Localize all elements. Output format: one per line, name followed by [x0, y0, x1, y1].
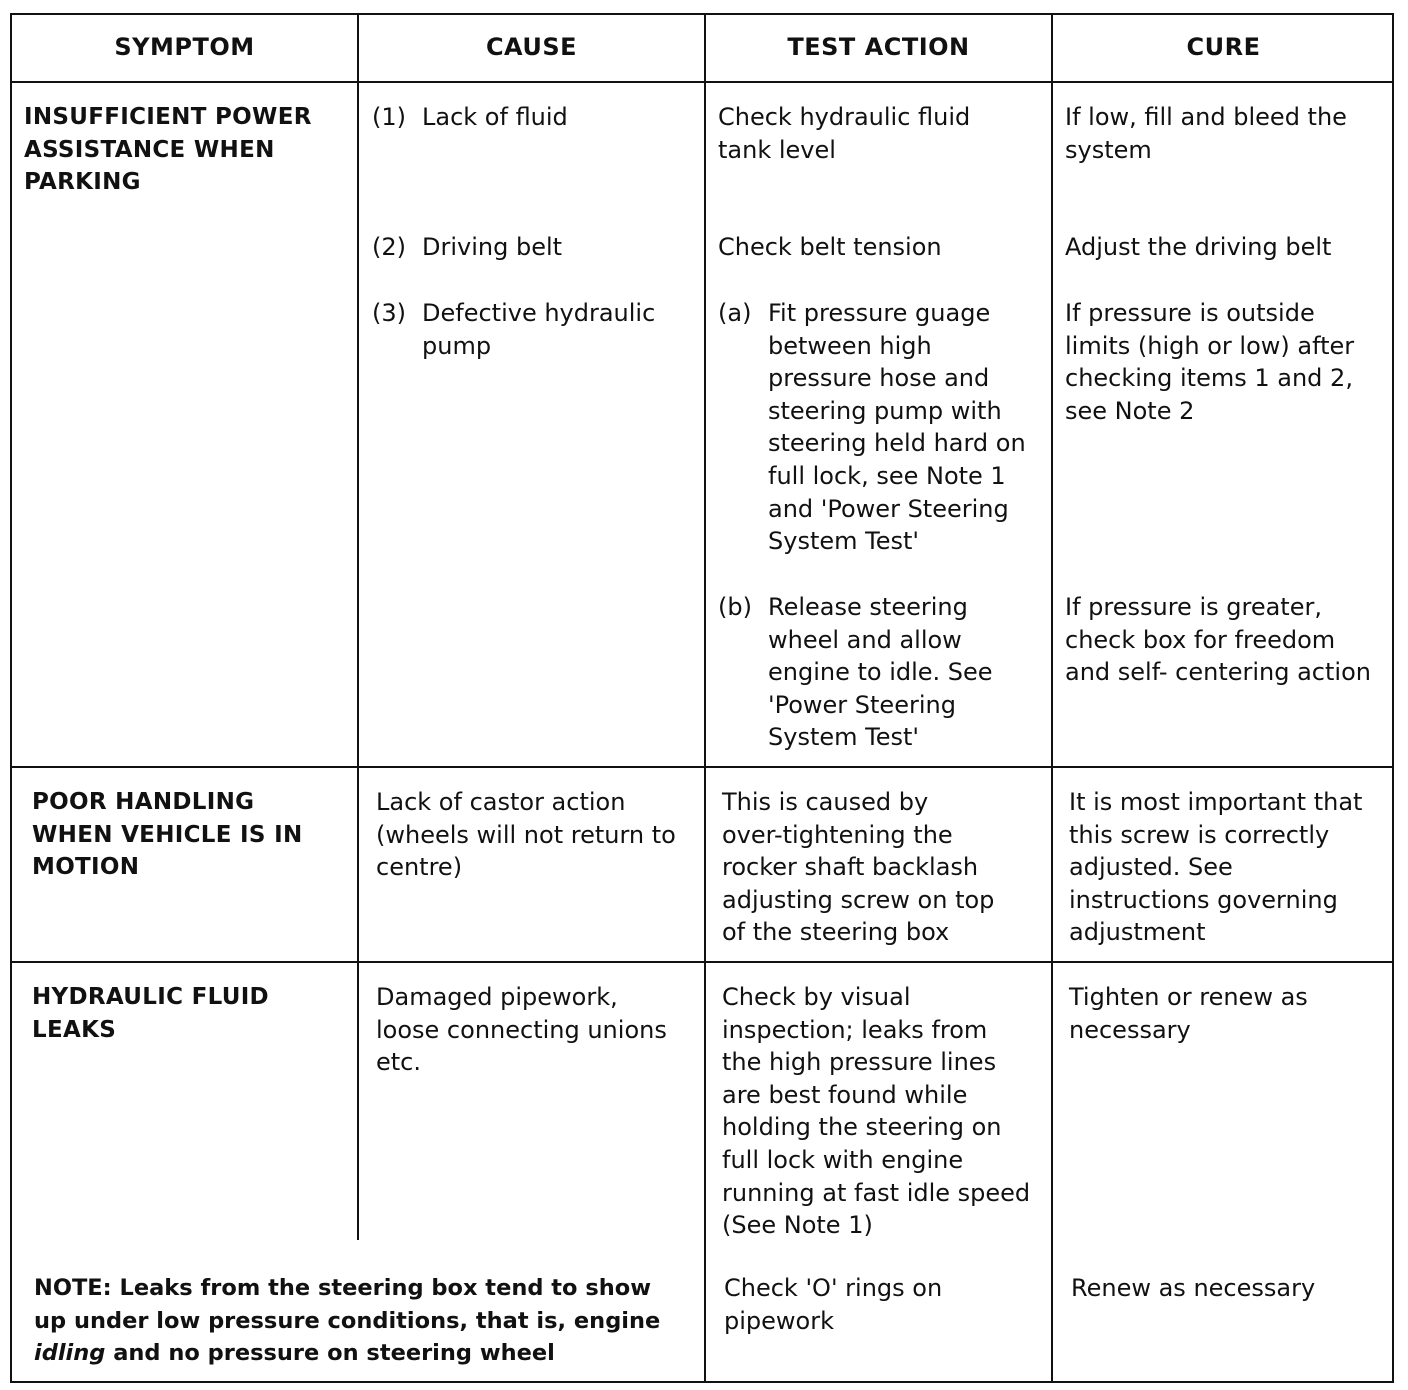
- leak-note: NOTE: Leaks from the steering box tend to show up under low pressure conditions, that is, engine idling and no pressure on steering wheel: [34, 1275, 661, 1367]
- row1-test-3a: (a) Fit pressure guage between high pressure hose and steering pump with steering held hard on full lock, see Note 1 and 'Power Steering System Test': [718, 299, 1026, 556]
- row1-cure-3b: If pressure is greater, check box for freedom and self- centering action: [1065, 593, 1371, 687]
- note-test: Check 'O' rings on pipework: [724, 1274, 943, 1335]
- row3-cure: Tighten or renew as necessary: [1069, 983, 1308, 1044]
- row1-test-3b: (b) Release steering wheel and allow engine to idle. See 'Power Steering System Test': [718, 593, 993, 752]
- col-divider-3: [1051, 15, 1053, 1381]
- row1-symptom: INSUFFICIENT POWER ASSISTANCE WHEN PARKING: [24, 104, 312, 196]
- header-cure: CURE: [1186, 33, 1261, 61]
- row2-cure: It is most important that this screw is correctly adjusted. See instructions governing adjustment: [1069, 788, 1363, 947]
- header-cause: CAUSE: [485, 33, 578, 61]
- row1-cure-2: Adjust the driving belt: [1065, 233, 1332, 261]
- row-divider-2: [12, 961, 1392, 963]
- row3-cause: Damaged pipework, loose connecting unions etc.: [376, 983, 667, 1077]
- row1-test-2: Check belt tension: [718, 233, 942, 261]
- row3-test: Check by visual inspection; leaks from the high pressure lines are best found while holding the steering on full lock with engine running at fast idle speed (See Note 1): [722, 983, 1031, 1240]
- row1-cure-1: If low, fill and bleed the system: [1065, 103, 1347, 164]
- header-symptom: SYMPTOM: [114, 33, 255, 61]
- col-divider-2: [704, 15, 706, 1381]
- row1-cure-3a: If pressure is outside limits (high or low) after checking items 1 and 2, see Note 2: [1065, 299, 1355, 425]
- row-divider-1: [12, 766, 1392, 768]
- row2-cause: Lack of castor action (wheels will not return to centre): [376, 788, 676, 882]
- row3-symptom: HYDRAULIC FLUID LEAKS: [32, 984, 269, 1043]
- col-divider-1: [357, 15, 359, 1240]
- row2-test: This is caused by over-tightening the rocker shaft backlash adjusting screw on top of the steering box: [722, 788, 995, 947]
- header-divider: [12, 81, 1392, 83]
- row2-symptom: POOR HANDLING WHEN VEHICLE IS IN MOTION: [32, 789, 303, 881]
- row1-cause-2: (2) Driving belt: [372, 233, 563, 261]
- row1-cause-1: (1) Lack of fluid: [372, 103, 568, 131]
- row1-test-1: Check hydraulic fluid tank level: [718, 103, 971, 164]
- note-cure: Renew as necessary: [1071, 1274, 1316, 1302]
- header-test-action: TEST ACTION: [787, 33, 970, 61]
- troubleshooting-table: [10, 13, 1394, 1383]
- row1-cause-3: (3) Defective hydraulic pump: [372, 299, 656, 360]
